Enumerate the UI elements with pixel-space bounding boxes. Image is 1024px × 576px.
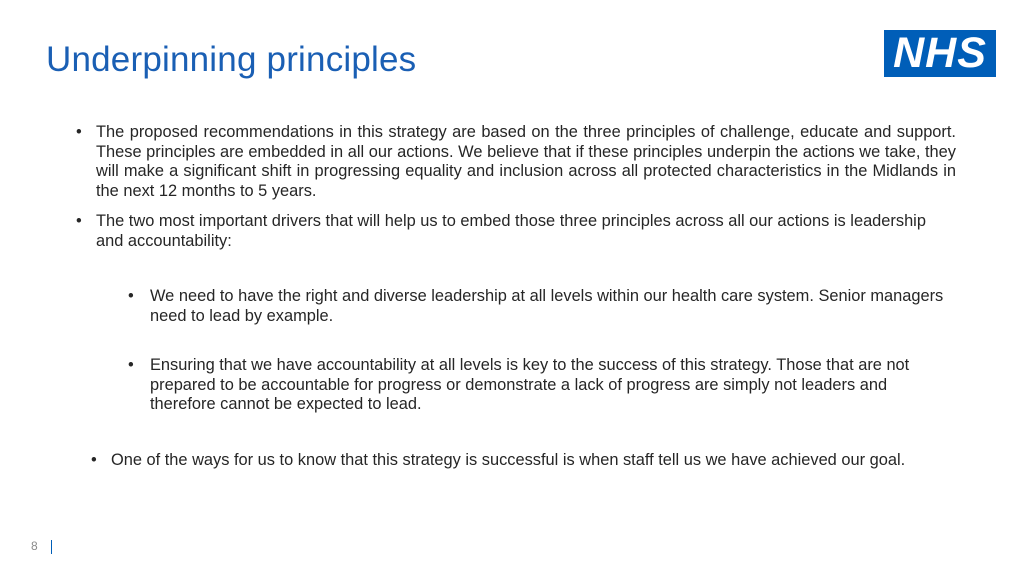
bullet-icon: • — [91, 451, 97, 469]
bullet-icon: • — [76, 212, 82, 230]
bullet-text: The proposed recommendations in this strategy are based on the three principles of challenge, educate and support. These principles are embedded in all our actions. We believe that if these principles underpin the actions we take, they will make a significant shift in progressing equality and inclusion across all protected characteristics in the Midlands in the next 12 months to 5 years. — [96, 123, 956, 200]
bullet-text: Ensuring that we have accountability at all levels is key to the success of this strategy. Those that are not prepared to be accountable for progress or demonstrate a lack of progress are simply not leaders and therefore cannot be expected to lead. — [150, 356, 910, 414]
bullet-icon: • — [128, 287, 134, 305]
page-title: Underpinning principles — [46, 40, 417, 79]
nhs-logo: NHS — [884, 30, 996, 77]
bullet-text: The two most important drivers that will help us to embed those three principles across all our actions is leadership and accountability: — [96, 212, 926, 250]
sub-bullet-item-accountability — [128, 356, 950, 415]
bullet-item-drivers — [76, 212, 956, 251]
sub-bullet-item-leadership — [128, 287, 950, 326]
bullet-item-principles — [76, 123, 956, 201]
footer-divider — [51, 540, 52, 554]
bullet-icon: • — [128, 356, 134, 374]
bullet-icon: • — [76, 123, 82, 141]
bullet-text: One of the ways for us to know that this strategy is successful is when staff tell us we have achieved our goal. — [111, 451, 906, 469]
bullet-text: We need to have the right and diverse leadership at all levels within our health care system. Senior managers need to lead by example. — [150, 287, 944, 325]
bullet-item-success — [91, 451, 956, 471]
page-number: 8 — [31, 539, 38, 553]
